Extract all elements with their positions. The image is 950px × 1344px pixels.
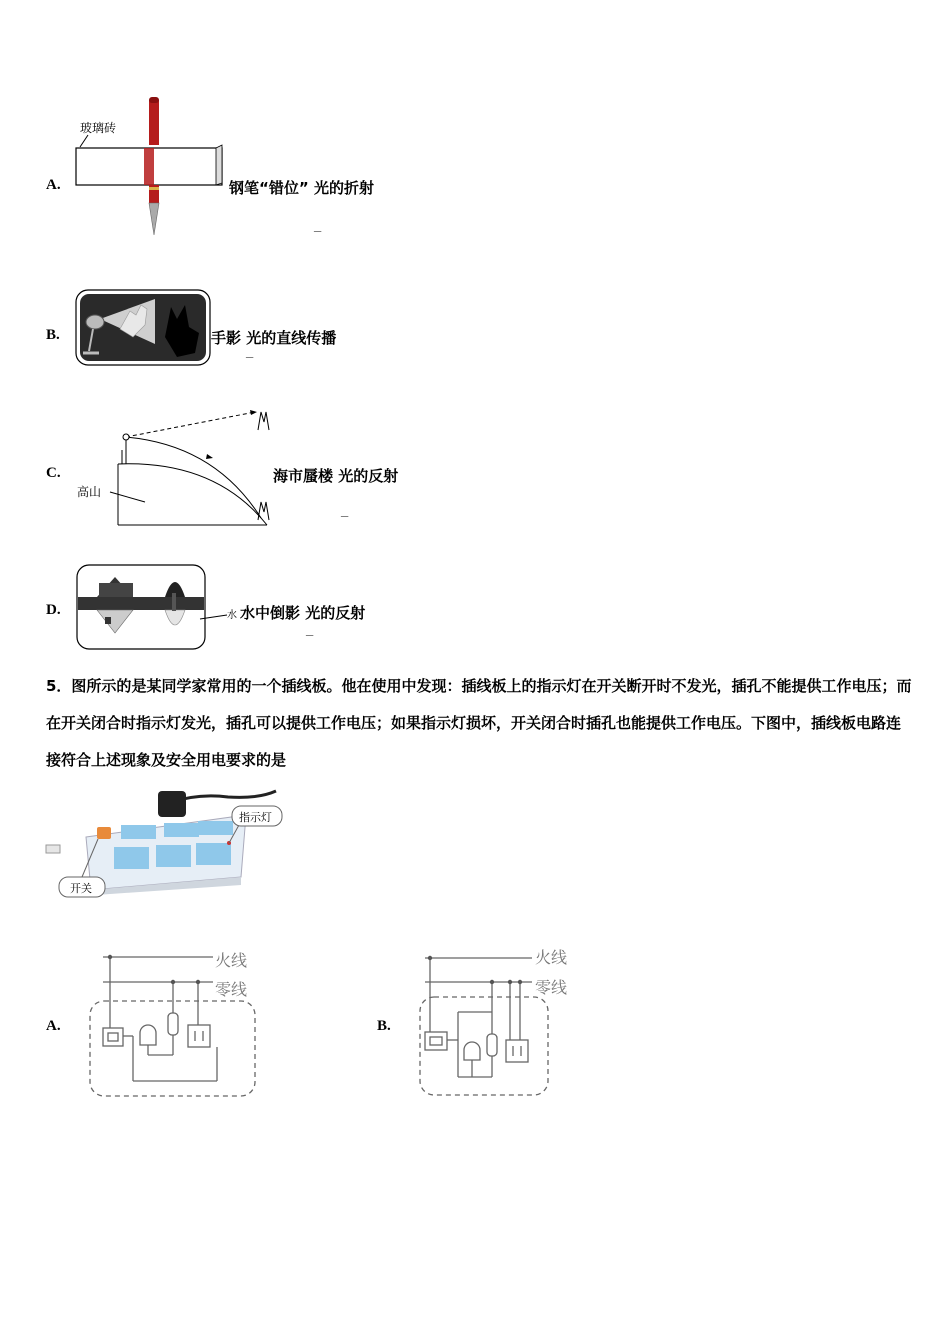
water-reflection-illustration xyxy=(75,563,240,651)
q5-b-circuit-diagram xyxy=(410,942,590,1102)
q5-a-circuit-diagram xyxy=(85,943,275,1103)
mountain-label: 高山 xyxy=(77,485,102,499)
option-a-figure xyxy=(70,95,230,245)
option-c-blank: _ xyxy=(341,503,349,518)
glass-brick-label: 玻璃砖 xyxy=(80,121,117,135)
q5-b-neutral-label: 零线 xyxy=(535,978,568,997)
option-b-label: B. xyxy=(46,327,60,343)
option-b-figure xyxy=(75,289,212,367)
q5-option-a-label: A. xyxy=(46,1018,61,1034)
option-c-figure xyxy=(75,400,275,530)
q5-option-b-circuit xyxy=(410,942,590,1102)
hand-shadow-illustration xyxy=(75,289,212,367)
option-a-blank: _ xyxy=(314,218,322,233)
q5-a-neutral-label: 零线 xyxy=(215,980,248,999)
q5-b-live-label: 火线 xyxy=(535,948,568,967)
indicator-label: 指示灯 xyxy=(239,811,272,824)
option-c-label: C. xyxy=(46,465,61,481)
option-d-blank: _ xyxy=(306,622,314,637)
option-b-caption: 手影 光的直线传播 xyxy=(211,329,337,347)
q5-option-b-label: B. xyxy=(377,1018,391,1034)
option-b-blank: _ xyxy=(246,344,254,359)
option-d-caption: 水中倒影 光的反射 xyxy=(240,604,366,622)
q5-option-a-circuit xyxy=(85,943,275,1103)
question-5-text: 5．图所示的是某同学家常用的一个插线板。他在使用中发现：插线板上的指示灯在开关断开时不发光，插孔不能提供工作电压；而在开关闭合时指示灯发光，插孔可以提供工作电压；如果指示灯损坏，开关闭合时插孔也能提供工作电压。下图中，插线板电路连接符合上述现象及安全用电要求的是 xyxy=(46,677,912,769)
pen-glass-illustration xyxy=(70,95,230,245)
option-d-figure xyxy=(75,563,240,651)
switch-label: 开关 xyxy=(70,882,92,895)
water-label: 水 xyxy=(227,610,237,621)
mirage-illustration xyxy=(75,400,275,530)
option-d-label: D. xyxy=(46,602,61,618)
power-strip-figure xyxy=(46,785,286,900)
option-c-caption: 海市蜃楼 光的反射 xyxy=(273,467,399,485)
option-a-caption: 钢笔“错位” 光的折射 xyxy=(229,179,374,197)
q5-a-live-label: 火线 xyxy=(215,951,248,970)
option-a-label: A. xyxy=(46,177,61,193)
